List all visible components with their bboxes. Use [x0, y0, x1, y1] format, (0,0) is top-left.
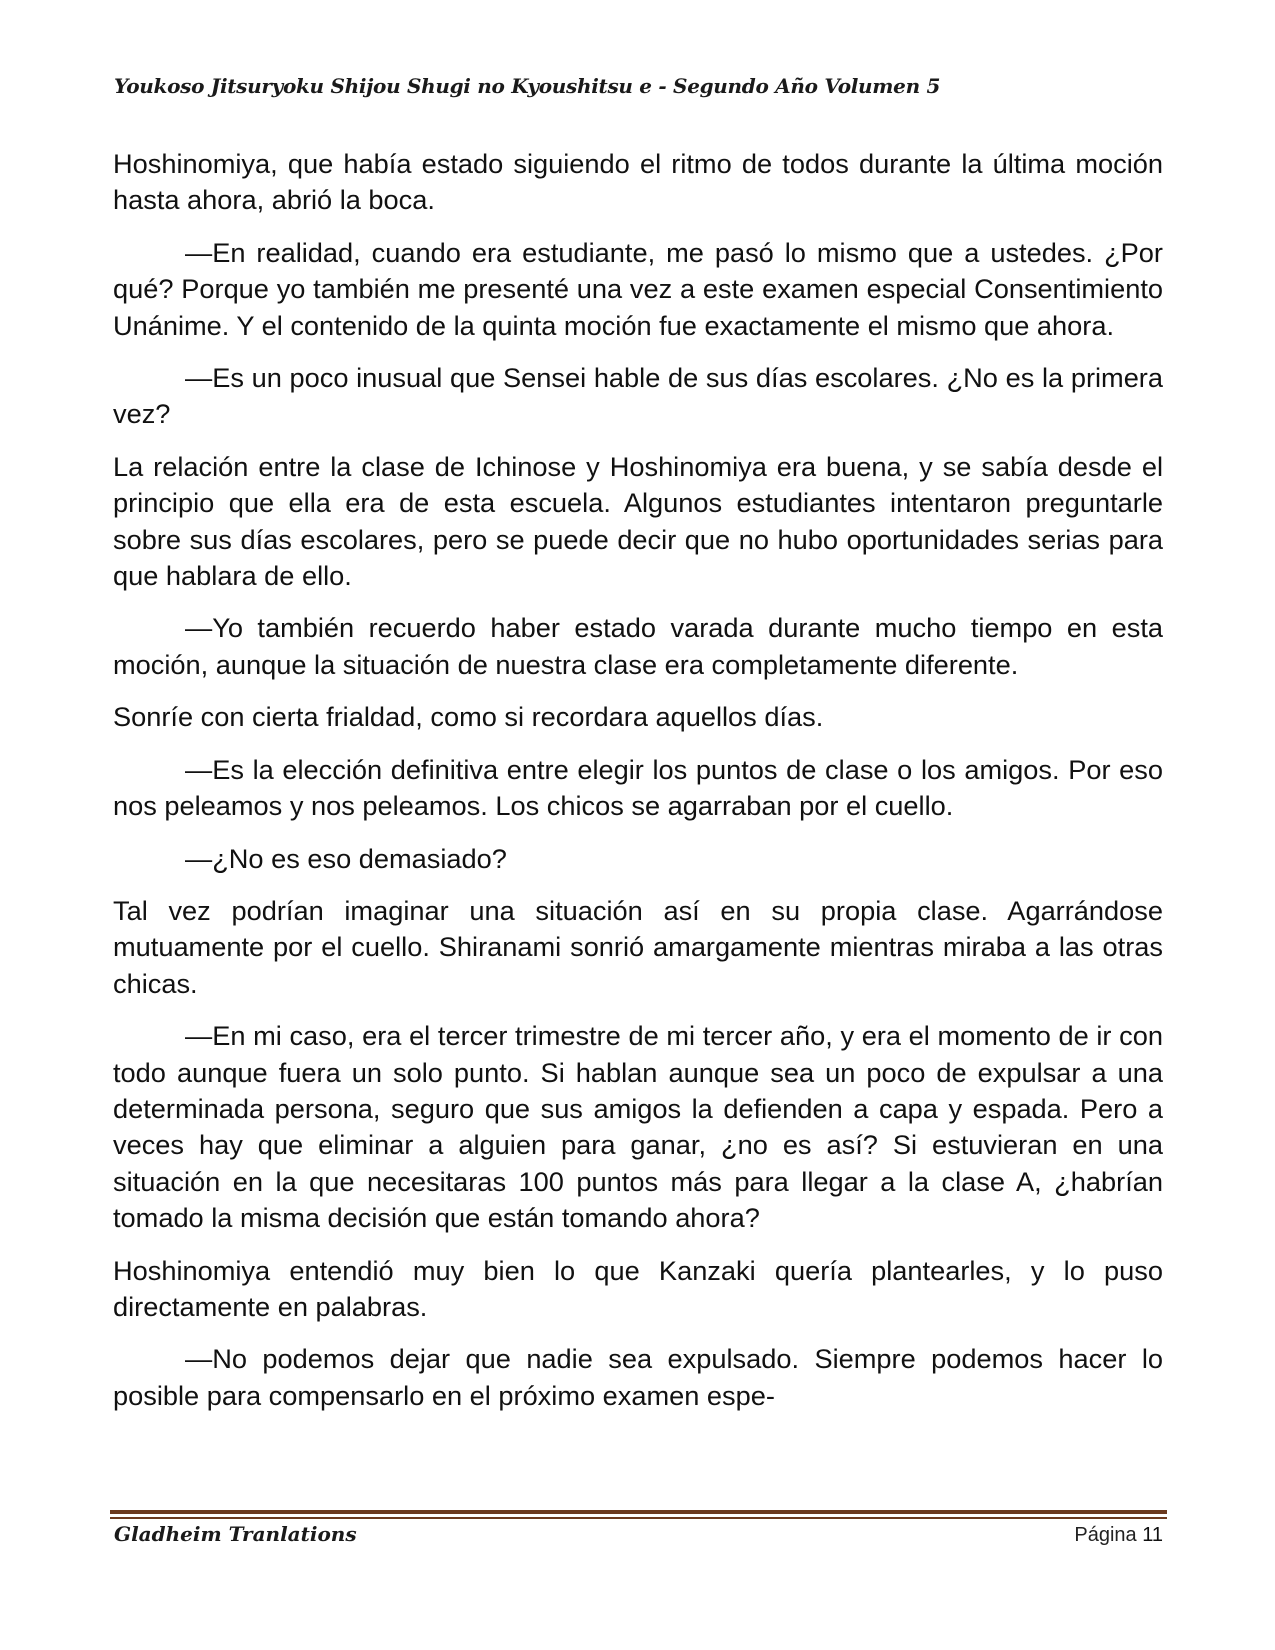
footer-credit: Gladheim Tranlations: [114, 1522, 357, 1546]
running-header: Youkoso Jitsuryoku Shijou Shugi no Kyoushitsu e - Segundo Año Volumen 5: [114, 74, 941, 98]
dialogue-paragraph: —En realidad, cuando era estudiante, me pasó lo mismo que a ustedes. ¿Por qué? Porque yo también me presenté una vez a este examen especial Consentimiento Unánime. Y el contenido de la quinta moción fue exactamente el mismo que ahora.: [113, 236, 1163, 341]
dialogue-paragraph: —Yo también recuerdo haber estado varada durante mucho tiempo en esta moción, aunque la situación de nuestra clase era completamente diferente.: [113, 612, 1163, 680]
paragraph: Sonríe con cierta frialdad, como si recordara aquellos días.: [113, 701, 824, 733]
body-text: [113, 146, 1163, 1430]
paragraph: Tal vez podrían imaginar una situación así en su propia clase. Agarrándose mutuamente por el cuello. Shiranami sonrió amargamente mientras miraba a las otras chicas.: [113, 894, 1163, 999]
page-number-value: 11: [1142, 1524, 1163, 1546]
dialogue-paragraph: —Es un poco inusual que Sensei hable de sus días escolares. ¿No es la primera vez?: [113, 362, 1163, 430]
paragraph: Hoshinomiya, que había estado siguiendo el ritmo de todos durante la última moción hasta ahora, abrió la boca.: [113, 148, 1163, 216]
dialogue-paragraph: —¿No es eso demasiado?: [185, 842, 507, 874]
dialogue-paragraph: —Es la elección definitiva entre elegir los puntos de clase o los amigos. Por eso nos peleamos y nos peleamos. Los chicos se agarraban por el cuello.: [113, 753, 1163, 822]
page-number: [1074, 1524, 1163, 1547]
paragraph: La relación entre la clase de Ichinose y Hoshinomiya era buena, y se sabía desde el principio que ella era de esta escuela. Algunos estudiantes intentaron preguntarle sobre sus días escolares, pero se puede decir que no hubo oportunidades serias para que hablara de ello.: [113, 450, 1163, 592]
page-label: Página: [1074, 1524, 1137, 1546]
dialogue-paragraph: —No podemos dejar que nadie sea expulsado. Siempre podemos hacer lo posible para compensarlo en el próximo examen espe-: [113, 1343, 1163, 1411]
footer-divider: [110, 1510, 1167, 1514]
paragraph: Hoshinomiya entendió muy bien lo que Kanzaki quería plantearles, y lo puso directamente en palabras.: [113, 1254, 1163, 1322]
dialogue-paragraph: —En mi caso, era el tercer trimestre de mi tercer año, y era el momento de ir con todo aunque fuera un solo punto. Si hablan aunque sea un poco de expulsar a una determinada persona, seguro que sus amigos la defienden a capa y espada. Pero a veces hay que eliminar a alguien para ganar, ¿no es así? Si estuvieran en una situación en la que necesitaras 100 puntos más para llegar a la clase A, ¿habrían tomado la misma decisión que están tomando ahora?: [113, 1020, 1163, 1234]
footer-divider-thin: [110, 1517, 1167, 1519]
